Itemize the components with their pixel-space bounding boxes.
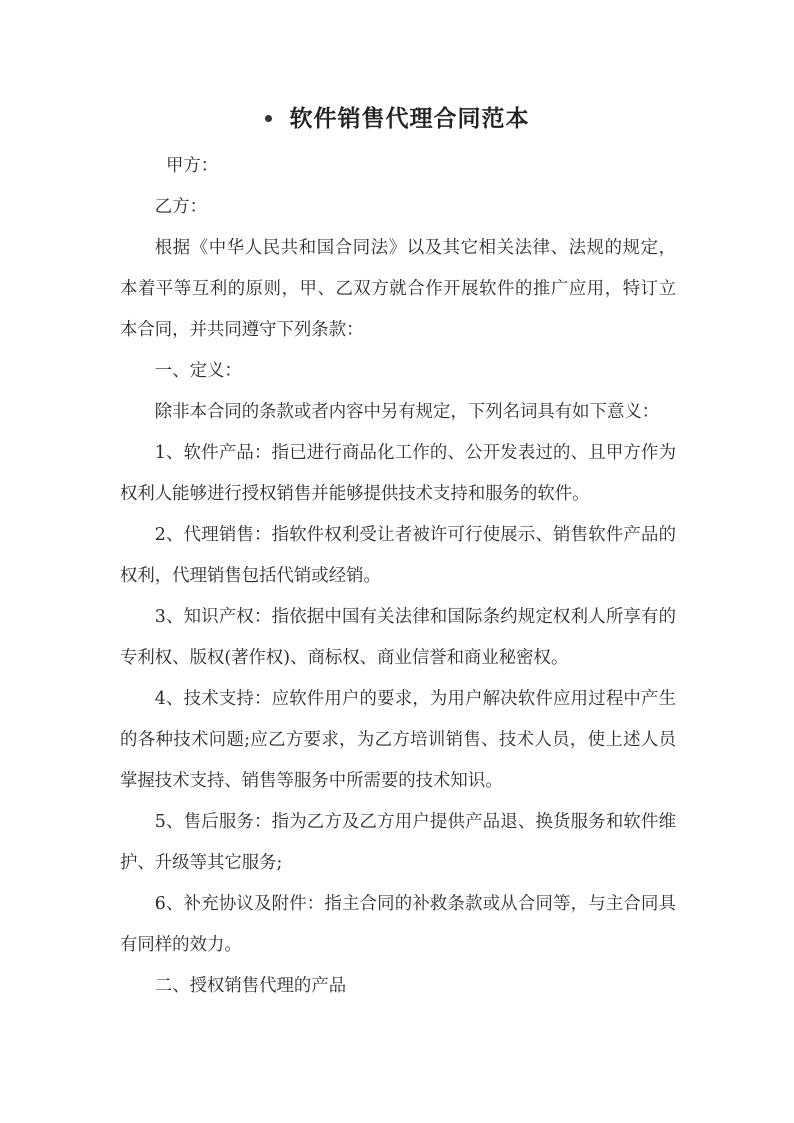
- document-body: [120, 146, 676, 1007]
- document-title: [0, 100, 794, 133]
- definition-item-4: 4、技术支持：应软件用户的要求，为用户解决软件应用过程中产生的各种技术问题;应乙方要求，为乙方培训销售、技术人员，使上述人员掌握技术支持、销售等服务中所需要的技术知识。: [120, 689, 676, 791]
- paragraph-definitions-intro: 除非本合同的条款或者内容中另有规定，下列名词具有如下意义：: [154, 402, 660, 422]
- party-b-label: 乙方：: [154, 197, 207, 217]
- definition-item-2: 2、代理销售：指软件权利受让者被许可行使展示、销售软件产品的权利，代理销售包括代销或经销。: [120, 525, 676, 586]
- definition-item-6: 6、补充协议及附件：指主合同的补救条款或从合同等，与主合同具有同样的效力。: [120, 894, 676, 955]
- section-heading-products: 二、授权销售代理的产品: [154, 976, 347, 996]
- section-heading-definitions: 一、定义：: [154, 361, 242, 381]
- definition-item-5: 5、售后服务：指为乙方及乙方用户提供产品退、换货服务和软件维护、升级等其它服务;: [120, 812, 676, 873]
- bullet-icon: [265, 115, 272, 122]
- paragraph-preamble: 根据《中华人民共和国合同法》以及其它相关法律、法规的规定，本着平等互利的原则，甲、乙双方就合作开展软件的推广应用，特订立本合同，并共同遵守下列条款：: [120, 238, 676, 340]
- party-a-label: 甲方：: [166, 156, 219, 176]
- definition-item-3: 3、知识产权：指依据中国有关法律和国际条约规定权利人所享有的专利权、版权(著作权)、商标权、商业信誉和商业秘密权。: [120, 607, 676, 668]
- definition-item-1: 1、软件产品：指已进行商品化工作的、公开发表过的、且甲方作为权利人能够进行授权销售并能够提供技术支持和服务的软件。: [120, 443, 676, 504]
- title-text: 软件销售代理合同范本: [289, 105, 530, 132]
